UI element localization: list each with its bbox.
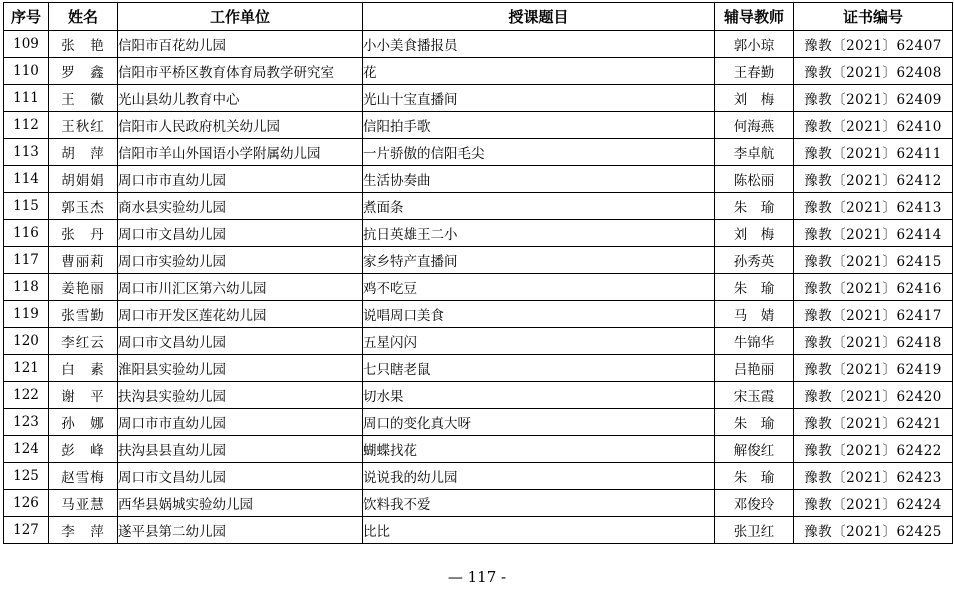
cell-serial: 124 [4, 436, 49, 463]
cell-certificate-no: 豫教〔2021〕62409 [794, 85, 953, 112]
cell-serial: 127 [4, 517, 49, 544]
cell-tutor: 牛锦华 [715, 328, 794, 355]
cell-serial: 122 [4, 382, 49, 409]
cell-name: 谢 平 [49, 382, 118, 409]
cell-lesson-title: 饮料我不爱 [363, 490, 715, 517]
header-certificate-no: 证书编号 [794, 3, 953, 31]
cell-lesson-title: 七只瞎老鼠 [363, 355, 715, 382]
table-body [4, 31, 953, 544]
cell-work-unit: 淮阳县实验幼儿园 [118, 355, 363, 382]
cell-lesson-title: 五星闪闪 [363, 328, 715, 355]
header-serial: 序号 [4, 3, 49, 31]
cell-name: 孙 娜 [49, 409, 118, 436]
cell-serial: 111 [4, 85, 49, 112]
cell-lesson-title: 信阳拍手歌 [363, 112, 715, 139]
cell-serial: 119 [4, 301, 49, 328]
table-row [4, 517, 953, 544]
cell-serial: 112 [4, 112, 49, 139]
cell-work-unit: 周口市文昌幼儿园 [118, 220, 363, 247]
cell-tutor: 吕艳丽 [715, 355, 794, 382]
cell-tutor: 朱 瑜 [715, 274, 794, 301]
cell-serial: 125 [4, 463, 49, 490]
cell-lesson-title: 一片骄傲的信阳毛尖 [363, 139, 715, 166]
cell-name: 张 艳 [49, 31, 118, 58]
cell-tutor: 解俊红 [715, 436, 794, 463]
award-roster-table [3, 2, 953, 544]
cell-tutor: 郭小琼 [715, 31, 794, 58]
cell-name: 马亚慧 [49, 490, 118, 517]
cell-certificate-no: 豫教〔2021〕62417 [794, 301, 953, 328]
cell-certificate-no: 豫教〔2021〕62410 [794, 112, 953, 139]
cell-lesson-title: 周口的变化真大呀 [363, 409, 715, 436]
cell-name: 曹丽莉 [49, 247, 118, 274]
cell-serial: 117 [4, 247, 49, 274]
cell-lesson-title: 家乡特产直播间 [363, 247, 715, 274]
cell-certificate-no: 豫教〔2021〕62407 [794, 31, 953, 58]
header-work-unit: 工作单位 [118, 3, 363, 31]
cell-certificate-no: 豫教〔2021〕62413 [794, 193, 953, 220]
cell-certificate-no: 豫教〔2021〕62416 [794, 274, 953, 301]
cell-name: 李 萍 [49, 517, 118, 544]
cell-lesson-title: 切水果 [363, 382, 715, 409]
table-row [4, 247, 953, 274]
cell-certificate-no: 豫教〔2021〕62414 [794, 220, 953, 247]
cell-certificate-no: 豫教〔2021〕62420 [794, 382, 953, 409]
cell-work-unit: 西华县娲城实验幼儿园 [118, 490, 363, 517]
table-row [4, 463, 953, 490]
cell-serial: 118 [4, 274, 49, 301]
cell-certificate-no: 豫教〔2021〕62421 [794, 409, 953, 436]
table-row [4, 139, 953, 166]
cell-work-unit: 周口市市直幼儿园 [118, 409, 363, 436]
cell-tutor: 孙秀英 [715, 247, 794, 274]
table-row [4, 301, 953, 328]
table-row [4, 220, 953, 247]
cell-work-unit: 周口市文昌幼儿园 [118, 328, 363, 355]
table-row [4, 490, 953, 517]
table-row [4, 436, 953, 463]
cell-lesson-title: 说说我的幼儿园 [363, 463, 715, 490]
cell-serial: 123 [4, 409, 49, 436]
cell-lesson-title: 抗日英雄王二小 [363, 220, 715, 247]
cell-serial: 126 [4, 490, 49, 517]
cell-lesson-title: 说唱周口美食 [363, 301, 715, 328]
cell-work-unit: 信阳市人民政府机关幼儿园 [118, 112, 363, 139]
cell-serial: 120 [4, 328, 49, 355]
header-tutor: 辅导教师 [715, 3, 794, 31]
cell-certificate-no: 豫教〔2021〕62419 [794, 355, 953, 382]
cell-tutor: 宋玉霞 [715, 382, 794, 409]
cell-tutor: 朱 瑜 [715, 463, 794, 490]
cell-work-unit: 信阳市百花幼儿园 [118, 31, 363, 58]
table-row [4, 409, 953, 436]
cell-certificate-no: 豫教〔2021〕62418 [794, 328, 953, 355]
cell-certificate-no: 豫教〔2021〕62411 [794, 139, 953, 166]
cell-tutor: 邓俊玲 [715, 490, 794, 517]
cell-work-unit: 光山县幼儿教育中心 [118, 85, 363, 112]
cell-name: 胡 萍 [49, 139, 118, 166]
cell-serial: 109 [4, 31, 49, 58]
table-row [4, 382, 953, 409]
cell-certificate-no: 豫教〔2021〕62423 [794, 463, 953, 490]
cell-work-unit: 周口市川汇区第六幼儿园 [118, 274, 363, 301]
table-row [4, 85, 953, 112]
cell-lesson-title: 蝴蝶找花 [363, 436, 715, 463]
cell-name: 白 素 [49, 355, 118, 382]
table-row [4, 58, 953, 85]
header-lesson-title: 授课题目 [363, 3, 715, 31]
cell-tutor: 王春勤 [715, 58, 794, 85]
cell-lesson-title: 光山十宝直播间 [363, 85, 715, 112]
table-row [4, 31, 953, 58]
cell-tutor: 李卓航 [715, 139, 794, 166]
cell-serial: 110 [4, 58, 49, 85]
page-number: — 117 - [447, 568, 507, 586]
cell-tutor: 刘 梅 [715, 220, 794, 247]
cell-tutor: 朱 瑜 [715, 409, 794, 436]
cell-serial: 115 [4, 193, 49, 220]
cell-name: 王 徽 [49, 85, 118, 112]
cell-tutor: 刘 梅 [715, 85, 794, 112]
cell-certificate-no: 豫教〔2021〕62408 [794, 58, 953, 85]
cell-lesson-title: 花 [363, 58, 715, 85]
cell-name: 罗 鑫 [49, 58, 118, 85]
header-name: 姓名 [49, 3, 118, 31]
cell-certificate-no: 豫教〔2021〕62422 [794, 436, 953, 463]
cell-tutor: 陈松丽 [715, 166, 794, 193]
cell-lesson-title: 比比 [363, 517, 715, 544]
header-row [4, 3, 953, 31]
cell-work-unit: 周口市实验幼儿园 [118, 247, 363, 274]
cell-certificate-no: 豫教〔2021〕62412 [794, 166, 953, 193]
cell-name: 姜艳丽 [49, 274, 118, 301]
cell-lesson-title: 生活协奏曲 [363, 166, 715, 193]
table-row [4, 193, 953, 220]
cell-lesson-title: 鸡不吃豆 [363, 274, 715, 301]
cell-work-unit: 信阳市平桥区教育体育局教学研究室 [118, 58, 363, 85]
table-row [4, 166, 953, 193]
cell-certificate-no: 豫教〔2021〕62425 [794, 517, 953, 544]
cell-work-unit: 周口市开发区莲花幼儿园 [118, 301, 363, 328]
table-row [4, 328, 953, 355]
cell-lesson-title: 小小美食播报员 [363, 31, 715, 58]
cell-work-unit: 商水县实验幼儿园 [118, 193, 363, 220]
cell-name: 郭玉杰 [49, 193, 118, 220]
cell-name: 王秋红 [49, 112, 118, 139]
cell-tutor: 马 婧 [715, 301, 794, 328]
cell-work-unit: 扶沟县县直幼儿园 [118, 436, 363, 463]
cell-tutor: 朱 瑜 [715, 193, 794, 220]
cell-name: 彭 峰 [49, 436, 118, 463]
cell-tutor: 何海燕 [715, 112, 794, 139]
cell-serial: 113 [4, 139, 49, 166]
cell-work-unit: 周口市市直幼儿园 [118, 166, 363, 193]
cell-certificate-no: 豫教〔2021〕62424 [794, 490, 953, 517]
cell-tutor: 张卫红 [715, 517, 794, 544]
cell-work-unit: 遂平县第二幼儿园 [118, 517, 363, 544]
cell-work-unit: 周口市文昌幼儿园 [118, 463, 363, 490]
cell-name: 张雪勤 [49, 301, 118, 328]
table-row [4, 112, 953, 139]
cell-serial: 116 [4, 220, 49, 247]
table-row [4, 355, 953, 382]
cell-work-unit: 扶沟县实验幼儿园 [118, 382, 363, 409]
cell-work-unit: 信阳市羊山外国语小学附属幼儿园 [118, 139, 363, 166]
cell-serial: 121 [4, 355, 49, 382]
cell-name: 李红云 [49, 328, 118, 355]
cell-name: 张 丹 [49, 220, 118, 247]
cell-lesson-title: 煮面条 [363, 193, 715, 220]
cell-serial: 114 [4, 166, 49, 193]
cell-name: 赵雪梅 [49, 463, 118, 490]
table-row [4, 274, 953, 301]
cell-certificate-no: 豫教〔2021〕62415 [794, 247, 953, 274]
cell-name: 胡娟娟 [49, 166, 118, 193]
